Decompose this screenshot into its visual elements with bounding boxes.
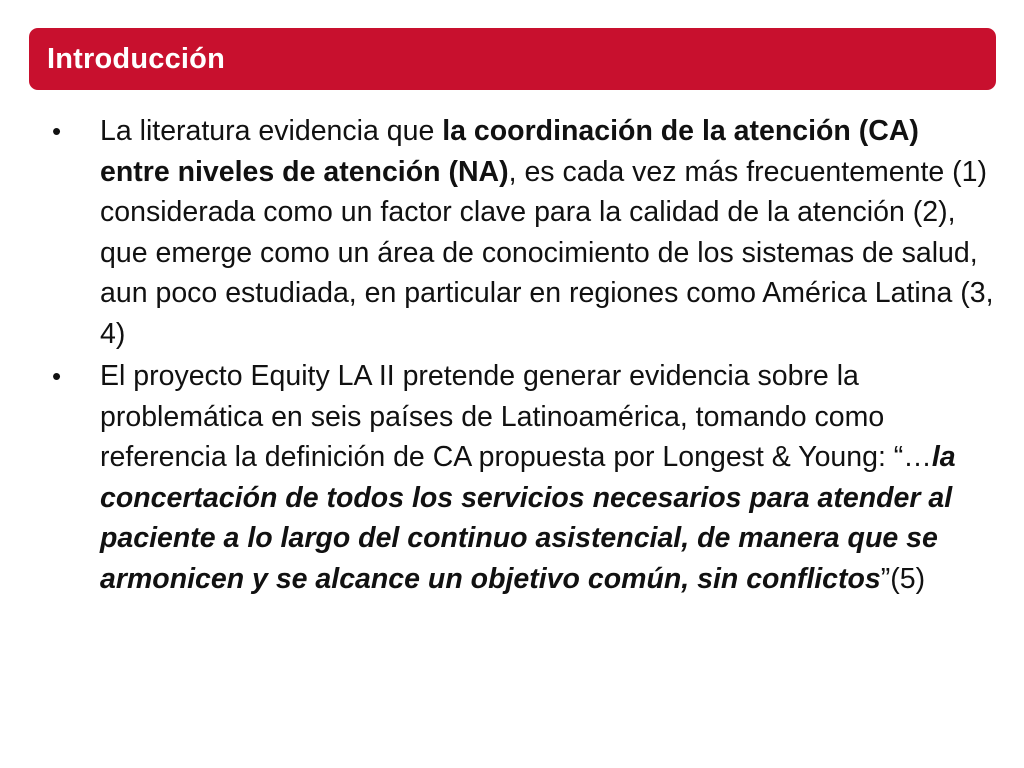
- bullet-1-text-rest: , es cada vez más frecuentemente (1) considerada como un factor clave para la calidad de la atención (2), que emerge como un área de conocimiento de los sistemas de salud, aun poco estudiada, en particular en regiones como América Latina (3, 4): [100, 155, 994, 350]
- slide-title: Introducción: [47, 42, 226, 75]
- bullet-icon: •: [52, 116, 62, 146]
- bullet-2-text-intro: El proyecto Equity LA II pretende generar evidencia sobre la problemática en seis países de Latinoamérica, tomando como referencia la definición de CA propuesta por Longest & Young: “…: [100, 360, 932, 473]
- bullet-icon: •: [52, 361, 62, 391]
- bullet-item-1: [45, 111, 995, 354]
- title-bar: [29, 28, 996, 90]
- bullet-1-text-intro: La literatura evidencia que: [100, 115, 443, 147]
- bullet-1-text-emphasis: la coordinación de la atención (CA) entre niveles de atención (NA): [100, 115, 919, 188]
- slide-body: [45, 111, 995, 599]
- bullet-2-text-citation: ”(5): [880, 562, 926, 595]
- bullet-2-text-quote: la concertación de todos los servicios necesarios para atender al paciente a lo largo del continuo asistencial, de manera que se armonicen y se alcance un objetivo común, sin conflictos: [100, 441, 956, 595]
- bullet-item-2: [45, 356, 995, 599]
